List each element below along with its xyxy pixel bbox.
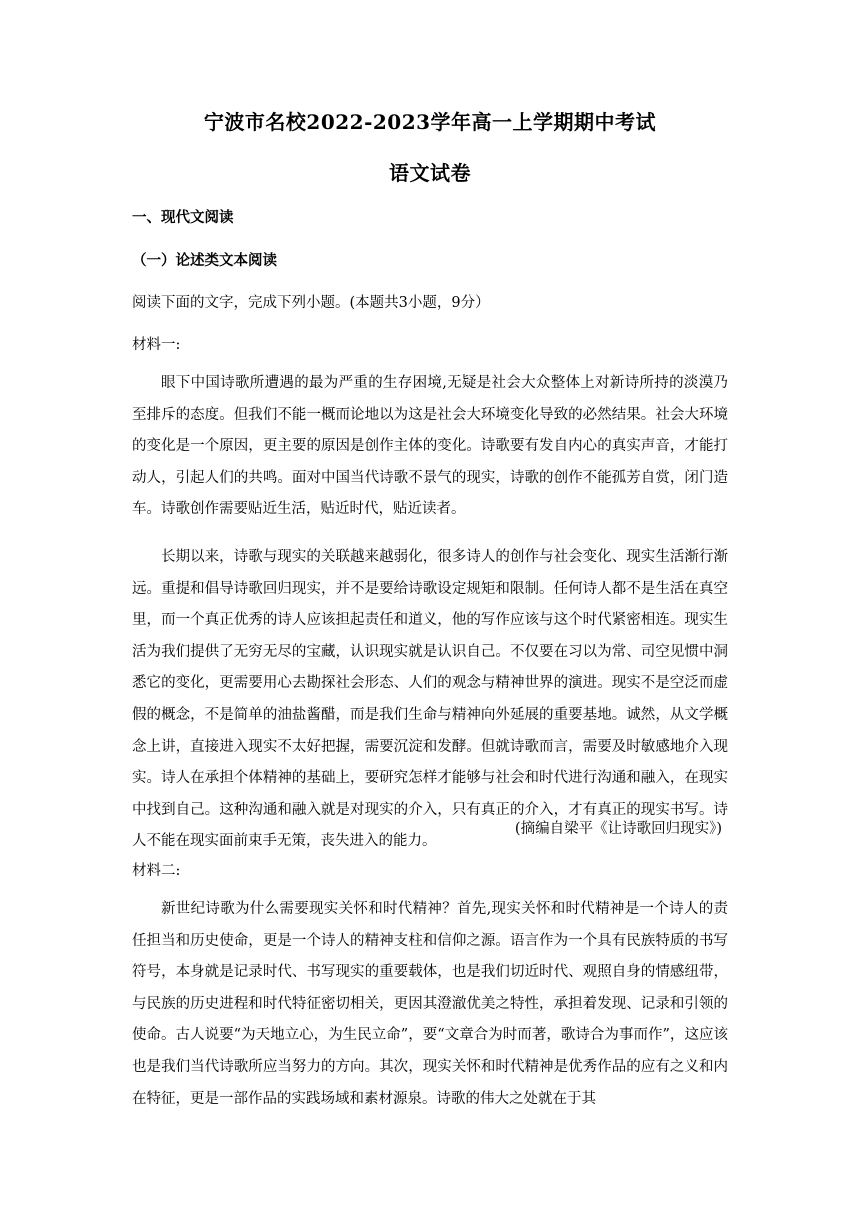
section-heading: 一、现代文阅读 — [132, 210, 234, 226]
page-title: 宁波市名校2022-2023学年高一上学期期中考试 — [203, 110, 657, 134]
material-one-paragraph-1: 眼下中国诗歌所遭遇的最为严重的生存困境,无疑是社会大众整体上对新诗所持的淡漠乃至排斥的态度。但我们不能一概而论地以为这是社会大环境变化导致的必然结果。社会大环境的变化是一个原因，更主要的原因是创作主体的变化。诗歌要有发自内心的真实声音，才能打动人，引起人们的共鸣。面对中国当代诗歌不景气的现实，诗歌的创作不能孤芳自赏，闭门造车。诗歌创作需要贴近生活，贴近时代，贴近读者。 — [132, 375, 728, 518]
material-one-source: (摘编自梁平《让诗歌回归现实》) — [514, 821, 722, 837]
material-one-paragraph-2: 长期以来，诗歌与现实的关联越来越弱化，很多诗人的创作与社会变化、现实生活渐行渐远。重提和倡导诗歌回归现实，并不是要给诗歌设定规矩和限制。任何诗人都不是生活在真空里，而一个真正优秀的诗人应该担起责任和道义，他的写作应该与这个时代紧密相连。现实生活为我们提供了无穷无尽的宝藏，认识现实就是认识自己。不仅要在习以为常、司空见惯中洞悉它的变化，更需要用心去勘探社会形态、人们的观念与精神世界的演进。现实不是空泛而虚假的概念，不是简单的油盐酱醋，而是我们生命与精神向外延展的重要基地。诚然，从文学概念上讲，直接进入现实不太好把握，需要沉淀和发酵。但就诗歌而言，需要及时敏感地介入现实。诗人在承担个体精神的基础上，要研究怎样才能够与社会和时代进行沟通和融入，在现实中找到自己。这种沟通和融入就是对现实的介入，只有真正的介入，才有真正的现实书写。诗人不能在现实面前束手无策，丧失进入的能力。 — [132, 549, 728, 850]
material-one-label: 材料一: — [132, 337, 181, 353]
material-two-label: 材料二: — [132, 863, 181, 879]
material-two-paragraph-1: 新世纪诗歌为什么需要现实关怀和时代精神？首先,现实关怀和时代精神是一个诗人的责任担当和历史使命，更是一个诗人的精神支柱和信仰之源。语言作为一个具有民族特质的书写符号，本身就是记录时代、书写现实的重要载体，也是我们切近时代、观照自身的情感纽带，与民族的历史进程和时代特征密切相关，更因其澄澈优美之特性，承担着发现、记录和引领的使命。古人说要“为天地立心，为生民立命”，要“文章合为时而著，歌诗合为事而作”，这应该也是我们当代诗歌所应当努力的方向。其次，现实关怀和时代精神是优秀作品的应有之义和内在特征，更是一部作品的实践场域和素材源泉。诗歌的伟大之处就在于其 — [132, 901, 728, 1107]
instruction-text: 阅读下面的文字，完成下列小题。(本题共3小题，9分） — [132, 295, 490, 311]
page-subtitle: 语文试卷 — [389, 161, 471, 185]
subsection-heading: （一）论述类文本阅读 — [132, 253, 277, 269]
